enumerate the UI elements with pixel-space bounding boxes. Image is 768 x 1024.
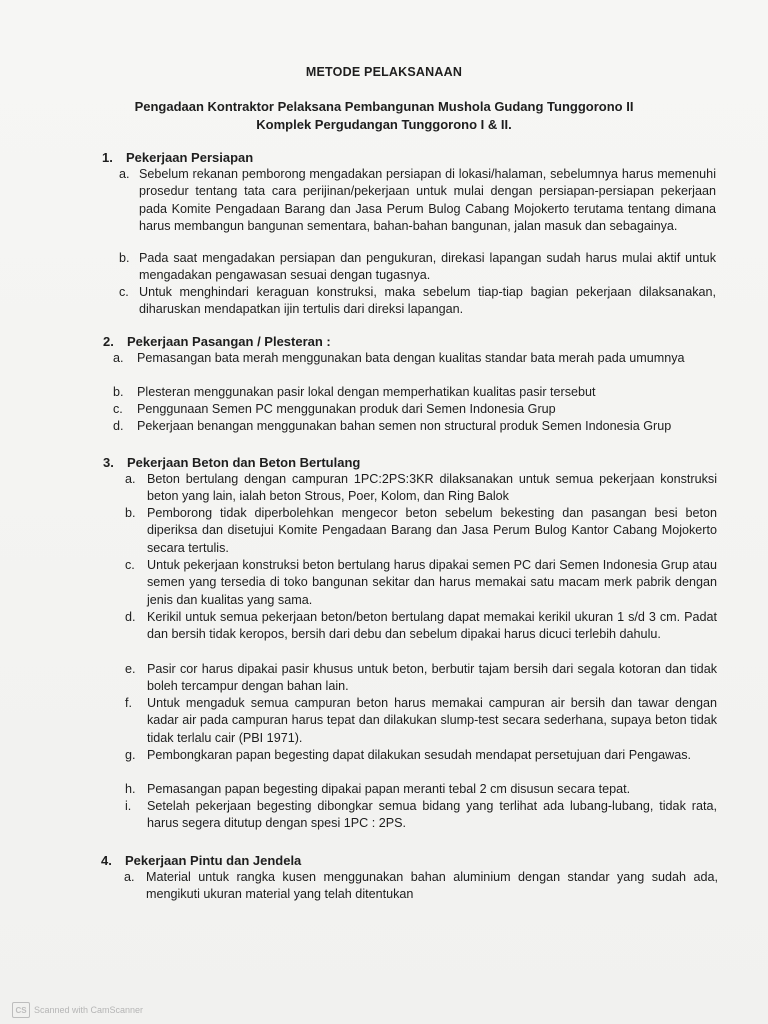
section-2-heading [103, 334, 331, 349]
item-letter: a. [119, 167, 130, 181]
item-letter: b. [125, 506, 136, 520]
item-letter: a. [125, 472, 136, 486]
scanner-watermark [12, 1002, 143, 1018]
item-text: Pemasangan bata merah menggunakan bata dengan kualitas standar bata merah pada umumnya [137, 351, 685, 365]
section-title: Pekerjaan Pintu dan Jendela [125, 853, 302, 868]
document-subtitle-line2: Komplek Pergudangan Tunggorono I & II. [256, 117, 512, 132]
section-title: Pekerjaan Persiapan [126, 150, 254, 165]
section-1-heading [102, 150, 253, 165]
item-text: Kerikil untuk semua pekerjaan beton/beton bertulang dapat memakai kerikil ukuran 1 s/d 3 cm. Padat dan bersih tidak keropos, bersih dari debu dan sebelum dipakai harus dicuci terlebih dahulu. [147, 610, 717, 642]
item-text: Material untuk rangka kusen menggunakan bahan aluminium dengan standar yang sudah ada, mengikuti ukuran material yang telah ditentukan [146, 870, 718, 902]
item-text: Penggunaan Semen PC menggunakan produk dari Semen Indonesia Grup [137, 402, 556, 416]
item-text: Setelah pekerjaan begesting dibongkar semua bidang yang terlihat ada lubang-lubang, tidak rata, harus segera ditutup dengan spesi 1PC : 2PS. [147, 799, 717, 831]
item-letter: e. [125, 662, 136, 676]
section-2-item-b [113, 384, 706, 402]
section-1-item-b [119, 250, 716, 286]
item-text: Untuk pekerjaan konstruksi beton bertulang harus dipakai semen PC dari Semen Indonesia Grup atau semen yang tersedia di toko bangunan sekitar dan harus memakai satu macam merk pabrik dengan jenis dan kualitas yang sama. [147, 558, 717, 607]
item-text: Pembongkaran papan begesting dapat dilakukan sesudah mendapat persetujuan dari Pengawas. [147, 748, 692, 762]
document-subtitle-line1: Pengadaan Kontraktor Pelaksana Pembangunan Mushola Gudang Tunggorono II [134, 99, 634, 114]
section-number: 4. [101, 853, 112, 868]
section-number: 2. [103, 334, 114, 349]
item-text: Pada saat mengadakan persiapan dan pengukuran, direkasi lapangan sudah harus mulai aktif untuk mengadakan pengawasan sesuai dengan tugasnya. [139, 251, 716, 283]
section-3-item-f [125, 695, 717, 749]
item-text: Pemborong tidak diperbolehkan mengecor beton sebelum bekesting dan pasangan besi beton diperiksa dan disetujui Komite Pengadaan Barang dan Jasa Perum Bulog Kantor Cabang Mojokerto secara tertulis. [147, 506, 717, 555]
item-letter: f. [125, 696, 132, 710]
item-letter: d. [125, 610, 136, 624]
item-text: Plesteran menggunakan pasir lokal dengan memperhatikan kualitas pasir tersebut [137, 385, 596, 399]
item-text: Untuk menghindari keraguan konstruksi, maka sebelum tiap-tiap bagian pekerjaan dilaksanakan, diharuskan mendapatkan ijin tertulis dari direksi lapangan. [139, 285, 716, 317]
section-3-item-g [125, 747, 717, 783]
item-letter: i. [125, 799, 132, 813]
watermark-text: Scanned with CamScanner [34, 1005, 144, 1015]
item-text: Beton bertulang dengan campuran 1PC:2PS:3KR dilaksanakan untuk semua pekerjaan konstruksi beton yang lain, ialah beton Strous, Poer, Kolom, dan Ring Balok [147, 472, 717, 504]
item-text: Pemasangan papan begesting dipakai papan meranti tebal 2 cm disusun secara tepat. [147, 782, 631, 796]
item-letter: a. [124, 870, 135, 884]
section-3-item-e [125, 661, 717, 697]
item-text: Pekerjaan benangan menggunakan bahan semen non structural produk Semen Indonesia Grup [137, 419, 672, 433]
section-1-item-a [119, 166, 716, 254]
section-2-item-a [113, 350, 706, 386]
item-letter: c. [119, 285, 129, 299]
section-3-heading [103, 455, 360, 470]
item-text: Untuk mengaduk semua campuran beton harus memakai campuran air bersih dan tawar dengan kadar air pada campuran harus tepat dan dilakukan slump-test secara sederhana, supaya beton tidak tidak terlalu cair (PBI 1971). [147, 696, 717, 745]
document-title: METODE PELAKSANAAN [305, 65, 463, 79]
section-1-item-c [119, 284, 716, 320]
item-letter: b. [113, 385, 124, 399]
section-title: Pekerjaan Beton dan Beton Bertulang [127, 455, 361, 470]
item-letter: a. [113, 351, 124, 365]
section-number: 1. [102, 150, 113, 165]
item-text: Pasir cor harus dipakai pasir khusus untuk beton, berbutir tajam bersih dari segala kotoran dan tidak boleh tercampur dengan bahan lain. [147, 662, 717, 694]
section-3-item-b [125, 505, 717, 559]
item-letter: g. [125, 748, 136, 762]
camscanner-icon: CS [12, 1002, 30, 1018]
section-4-heading [101, 853, 301, 868]
section-2-item-d [113, 418, 713, 436]
item-letter: c. [125, 558, 135, 572]
item-letter: c. [113, 402, 123, 416]
section-number: 3. [103, 455, 114, 470]
section-3-item-a [125, 471, 717, 507]
section-4-item-a [124, 869, 718, 905]
item-letter: d. [113, 419, 124, 433]
item-text: Sebelum rekanan pemborong mengadakan persiapan di lokasi/halaman, sebelumnya harus memenuhi prosedur tentang tata cara perijinan/pekerjaan untuk mulai dengan persiapan-persiapan pekerjaan pada Komite Pengadaan Barang dan Jasa Perum Bulog Cabang Mojokerto terutama tentang dimana harus membangun bangunan sementara, bahan-bahan bangunan, jalan masuk dan sebagainya. [139, 167, 716, 234]
item-letter: h. [125, 782, 136, 796]
section-2-item-c [113, 401, 706, 419]
item-letter: b. [119, 251, 130, 265]
section-3-item-c [125, 557, 717, 611]
section-3-item-i [125, 798, 717, 834]
section-3-item-d [125, 609, 717, 663]
section-3-item-h [125, 781, 717, 799]
section-title: Pekerjaan Pasangan / Plesteran : [127, 334, 331, 349]
